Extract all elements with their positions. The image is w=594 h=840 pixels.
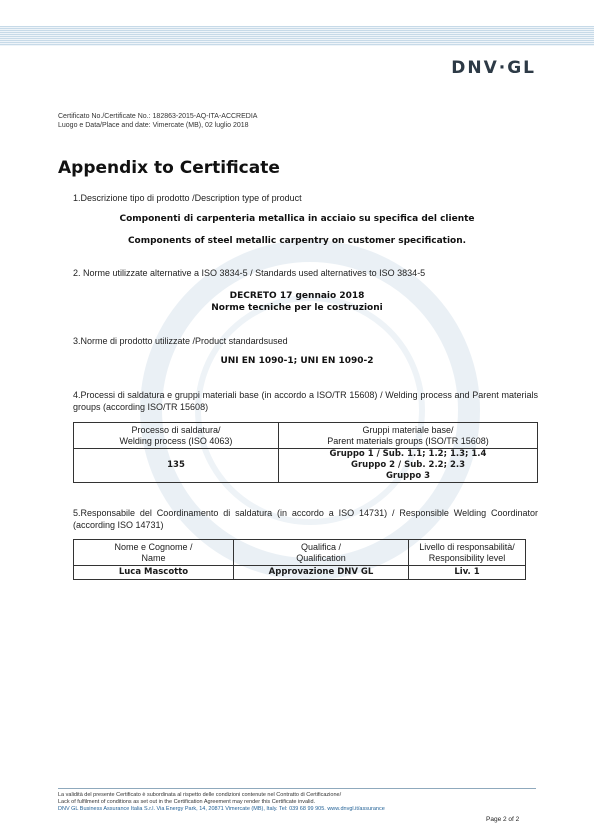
header-text: Parent materials groups (ISO/TR 15608) <box>327 435 489 446</box>
section-1-label: 1.Descrizione tipo di prodotto /Description type of product <box>73 193 302 203</box>
section-3-label: 3.Norme di prodotto utilizzate /Product standardsused <box>73 336 288 346</box>
certificate-meta <box>58 112 257 130</box>
section-4-paragraph: 4.Processi di saldatura e gruppi materiali base (in accordo a ISO/TR 15608) / Welding process and Parent materials groups (according ISO/TR 15608) <box>73 390 538 412</box>
coordinator-qualification: Approvazione DNV GL <box>234 566 409 580</box>
table-header-row <box>74 423 538 449</box>
section-5-paragraph: 5.Responsabile del Coordinamento di saldatura (in accordo a ISO 14731) / Responsible Welding Coordinator (according ISO 14731) <box>73 508 538 530</box>
material-group-1: Gruppo 1 / Sub. 1.1; 1.2; 1.3; 1.4 <box>329 449 487 459</box>
table-row <box>74 566 526 580</box>
table-header-cell <box>279 423 538 449</box>
header-text: Responsibility level <box>428 552 506 563</box>
footer-contact: DNV GL Business Assurance Italia S.r.l. Via Energy Park, 14, 20871 Vimercate (MB), Italy. Tel: 039 68 99 905. www.dnvgl.it/assurance <box>58 806 385 812</box>
table-header-row <box>74 540 526 566</box>
header-text: Name <box>141 552 166 563</box>
header-text: Livello di responsabilità/ <box>419 541 515 552</box>
header-text: Qualification <box>296 552 346 563</box>
page-number: Page 2 of 2 <box>486 816 520 823</box>
table-header-cell <box>234 540 409 566</box>
material-groups-cell <box>279 449 538 483</box>
header-band <box>0 26 594 46</box>
standard-decree-subtitle: Norme tecniche per le costruzioni <box>211 303 383 313</box>
table-header-cell <box>409 540 526 566</box>
header-text: Qualifica / <box>300 541 342 552</box>
coordinator-name: Luca Mascotto <box>74 566 234 580</box>
page-title: Appendix to Certificate <box>58 158 280 178</box>
table-header-cell <box>74 540 234 566</box>
product-description-it: Componenti di carpenteria metallica in acciaio su specifica del cliente <box>119 214 475 224</box>
footer <box>58 792 385 813</box>
welding-process-table <box>73 422 538 483</box>
footer-divider <box>58 788 536 789</box>
welding-process-code: 135 <box>74 449 279 483</box>
place-and-date: Luogo e Data/Place and date: Vimercate (MB), 02 luglio 2018 <box>58 122 249 129</box>
footer-validity-en: Lack of fulfilment of conditions as set out in the Certification Agreement may render this Certificate invalid. <box>58 799 316 805</box>
coordinator-level: Liv. 1 <box>409 566 526 580</box>
table-row <box>74 449 538 483</box>
header-text: Welding process (ISO 4063) <box>119 435 233 446</box>
coordinator-table <box>73 539 526 580</box>
footer-validity-it: La validità del presente Certificato è subordinata al rispetto delle condizioni contenute nel Contratto di Certificazione/ <box>58 792 342 798</box>
material-group-2: Gruppo 2 / Sub. 2.2; 2.3 <box>350 460 466 470</box>
header-text: Gruppi materiale base/ <box>362 424 454 435</box>
header-text: Processo di saldatura/ <box>131 424 221 435</box>
table-header-cell <box>74 423 279 449</box>
section-2-label: 2. Norme utilizzate alternative a ISO 3834-5 / Standards used alternatives to ISO 3834-5 <box>73 268 426 278</box>
certificate-number: Certificato No./Certificate No.: 182863-2015-AQ-ITA-ACCREDIA <box>58 113 258 120</box>
header-text: Nome e Cognome / <box>114 541 193 552</box>
dnv-gl-logo: DNV·GL <box>451 58 536 78</box>
product-standards: UNI EN 1090-1; UNI EN 1090-2 <box>220 356 374 366</box>
product-description-en: Components of steel metallic carpentry on customer specification. <box>127 236 467 246</box>
standard-decree: DECRETO 17 gennaio 2018 <box>229 291 365 301</box>
material-group-3: Gruppo 3 <box>385 471 431 481</box>
